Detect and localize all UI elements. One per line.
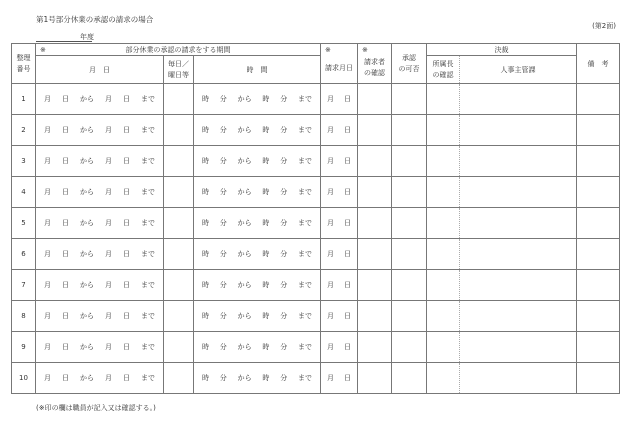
request-date-labels: 月 日 bbox=[327, 219, 351, 227]
approval-field[interactable] bbox=[392, 301, 427, 332]
date-range-field[interactable] bbox=[36, 84, 164, 115]
dept-head-confirm-field[interactable] bbox=[427, 177, 460, 208]
header-decision-group: 決裁 bbox=[427, 44, 577, 56]
time-range-labels: 時 分 から 時 分 まで bbox=[202, 157, 312, 165]
header-number: 整理 番号 bbox=[12, 44, 36, 84]
request-date-field[interactable] bbox=[321, 332, 358, 363]
weekday-field[interactable] bbox=[164, 239, 194, 270]
request-date-labels: 月 日 bbox=[327, 374, 351, 382]
table-row bbox=[12, 332, 620, 363]
date-range-labels: 月 日 から 月 日 まで bbox=[44, 281, 155, 289]
table-row bbox=[12, 270, 620, 301]
approval-field[interactable] bbox=[392, 332, 427, 363]
requester-confirm-field[interactable] bbox=[358, 301, 392, 332]
hr-dept-field[interactable] bbox=[460, 208, 577, 239]
time-range-field[interactable] bbox=[194, 84, 321, 115]
table-row bbox=[12, 177, 620, 208]
dept-head-confirm-field[interactable] bbox=[427, 332, 460, 363]
header-period-group: ※ 部分休業の承認の請求をする期間 bbox=[36, 44, 321, 56]
time-range-labels: 時 分 から 時 分 まで bbox=[202, 374, 312, 382]
approval-field[interactable] bbox=[392, 84, 427, 115]
approval-field[interactable] bbox=[392, 115, 427, 146]
row-number: 10 bbox=[12, 363, 36, 394]
requester-confirm-field[interactable] bbox=[358, 208, 392, 239]
approval-field[interactable] bbox=[392, 270, 427, 301]
date-range-labels: 月 日 から 月 日 まで bbox=[44, 126, 155, 134]
header-request-date: ※ 請求月日 bbox=[321, 44, 358, 84]
request-date-field[interactable] bbox=[321, 177, 358, 208]
dept-head-confirm-field[interactable] bbox=[427, 363, 460, 394]
remarks-field[interactable] bbox=[577, 363, 620, 394]
hr-dept-field[interactable] bbox=[460, 84, 577, 115]
header-hr-dept: 人事主管課 bbox=[460, 56, 577, 84]
request-date-labels: 月 日 bbox=[327, 281, 351, 289]
request-date-field[interactable] bbox=[321, 363, 358, 394]
row-number: 2 bbox=[12, 115, 36, 146]
request-date-labels: 月 日 bbox=[327, 126, 351, 134]
table-row bbox=[12, 239, 620, 270]
row-number: 1 bbox=[12, 84, 36, 115]
time-range-field[interactable] bbox=[194, 177, 321, 208]
remarks-field[interactable] bbox=[577, 332, 620, 363]
header-weekday: 毎日／ 曜日等 bbox=[164, 56, 194, 84]
request-date-labels: 月 日 bbox=[327, 312, 351, 320]
time-range-labels: 時 分 から 時 分 まで bbox=[202, 312, 312, 320]
header-dept-head: 所属長 の確認 bbox=[427, 56, 460, 84]
date-range-labels: 月 日 から 月 日 まで bbox=[44, 312, 155, 320]
remarks-field[interactable] bbox=[577, 146, 620, 177]
weekday-field[interactable] bbox=[164, 84, 194, 115]
time-range-field[interactable] bbox=[194, 208, 321, 239]
time-range-labels: 時 分 から 時 分 まで bbox=[202, 126, 312, 134]
partial-leave-request-table bbox=[11, 43, 620, 394]
requester-confirm-field[interactable] bbox=[358, 363, 392, 394]
request-date-field[interactable] bbox=[321, 84, 358, 115]
time-range-field[interactable] bbox=[194, 332, 321, 363]
dept-head-confirm-field[interactable] bbox=[427, 115, 460, 146]
request-date-labels: 月 日 bbox=[327, 157, 351, 165]
request-date-field[interactable] bbox=[321, 208, 358, 239]
staff-mark: ※ bbox=[40, 46, 46, 54]
remarks-field[interactable] bbox=[577, 270, 620, 301]
date-range-field[interactable] bbox=[36, 363, 164, 394]
fiscal-year-field[interactable] bbox=[36, 32, 92, 42]
table-row bbox=[12, 146, 620, 177]
remarks-field[interactable] bbox=[577, 239, 620, 270]
time-range-field[interactable] bbox=[194, 239, 321, 270]
row-number: 8 bbox=[12, 301, 36, 332]
requester-confirm-field[interactable] bbox=[358, 177, 392, 208]
requester-confirm-field[interactable] bbox=[358, 84, 392, 115]
request-date-field[interactable] bbox=[321, 146, 358, 177]
hr-dept-field[interactable] bbox=[460, 177, 577, 208]
date-range-labels: 月 日 から 月 日 まで bbox=[44, 374, 155, 382]
weekday-field[interactable] bbox=[164, 270, 194, 301]
date-range-field[interactable] bbox=[36, 239, 164, 270]
dept-head-confirm-field[interactable] bbox=[427, 84, 460, 115]
requester-confirm-field[interactable] bbox=[358, 115, 392, 146]
request-date-field[interactable] bbox=[321, 115, 358, 146]
request-date-labels: 月 日 bbox=[327, 95, 351, 103]
time-range-field[interactable] bbox=[194, 363, 321, 394]
time-range-labels: 時 分 から 時 分 まで bbox=[202, 250, 312, 258]
request-date-labels: 月 日 bbox=[327, 188, 351, 196]
remarks-field[interactable] bbox=[577, 115, 620, 146]
hr-dept-field[interactable] bbox=[460, 301, 577, 332]
row-number: 5 bbox=[12, 208, 36, 239]
hr-dept-field[interactable] bbox=[460, 270, 577, 301]
header-approval: 承認 の可否 bbox=[392, 44, 427, 84]
row-number: 7 bbox=[12, 270, 36, 301]
weekday-field[interactable] bbox=[164, 146, 194, 177]
date-range-field[interactable] bbox=[36, 301, 164, 332]
table-row bbox=[12, 115, 620, 146]
time-range-labels: 時 分 から 時 分 まで bbox=[202, 188, 312, 196]
time-range-field[interactable] bbox=[194, 270, 321, 301]
request-date-field[interactable] bbox=[321, 239, 358, 270]
approval-field[interactable] bbox=[392, 208, 427, 239]
dept-head-confirm-field[interactable] bbox=[427, 146, 460, 177]
approval-field[interactable] bbox=[392, 363, 427, 394]
date-range-labels: 月 日 から 月 日 まで bbox=[44, 250, 155, 258]
date-range-labels: 月 日 から 月 日 まで bbox=[44, 219, 155, 227]
time-range-labels: 時 分 から 時 分 まで bbox=[202, 343, 312, 351]
header-time: 時 間 bbox=[194, 56, 321, 84]
date-range-labels: 月 日 から 月 日 まで bbox=[44, 188, 155, 196]
form-title: 第1号部分休業の承認の請求の場合 bbox=[36, 15, 154, 24]
date-range-field[interactable] bbox=[36, 146, 164, 177]
time-range-labels: 時 分 から 時 分 まで bbox=[202, 219, 312, 227]
remarks-field[interactable] bbox=[577, 301, 620, 332]
date-range-field[interactable] bbox=[36, 177, 164, 208]
requester-confirm-field[interactable] bbox=[358, 239, 392, 270]
table-row bbox=[12, 363, 620, 394]
dept-head-confirm-field[interactable] bbox=[427, 239, 460, 270]
hr-dept-field[interactable] bbox=[460, 146, 577, 177]
header-requester-confirm: ※ 請求者 の確認 bbox=[358, 44, 392, 84]
time-range-field[interactable] bbox=[194, 146, 321, 177]
hr-dept-field[interactable] bbox=[460, 115, 577, 146]
remarks-field[interactable] bbox=[577, 177, 620, 208]
date-range-field[interactable] bbox=[36, 270, 164, 301]
weekday-field[interactable] bbox=[164, 177, 194, 208]
year-suffix-label: 年度 bbox=[80, 33, 94, 41]
requester-confirm-field[interactable] bbox=[358, 332, 392, 363]
date-range-field[interactable] bbox=[36, 332, 164, 363]
hr-dept-field[interactable] bbox=[460, 332, 577, 363]
date-range-labels: 月 日 から 月 日 まで bbox=[44, 343, 155, 351]
table-row bbox=[12, 301, 620, 332]
request-date-field[interactable] bbox=[321, 270, 358, 301]
request-date-labels: 月 日 bbox=[327, 250, 351, 258]
remarks-field[interactable] bbox=[577, 208, 620, 239]
time-range-field[interactable] bbox=[194, 115, 321, 146]
weekday-field[interactable] bbox=[164, 208, 194, 239]
header-date: 月 日 bbox=[36, 56, 164, 84]
weekday-field[interactable] bbox=[164, 115, 194, 146]
requester-confirm-field[interactable] bbox=[358, 270, 392, 301]
weekday-field[interactable] bbox=[164, 363, 194, 394]
row-number: 4 bbox=[12, 177, 36, 208]
table-row bbox=[12, 84, 620, 115]
approval-field[interactable] bbox=[392, 177, 427, 208]
time-range-field[interactable] bbox=[194, 301, 321, 332]
row-number: 9 bbox=[12, 332, 36, 363]
dept-head-confirm-field[interactable] bbox=[427, 301, 460, 332]
row-number: 6 bbox=[12, 239, 36, 270]
date-range-labels: 月 日 から 月 日 まで bbox=[44, 95, 155, 103]
approval-field[interactable] bbox=[392, 239, 427, 270]
approval-field[interactable] bbox=[392, 146, 427, 177]
time-range-labels: 時 分 から 時 分 まで bbox=[202, 281, 312, 289]
header-remarks: 備 考 bbox=[577, 44, 620, 84]
table-row bbox=[12, 208, 620, 239]
date-range-field[interactable] bbox=[36, 208, 164, 239]
request-date-field[interactable] bbox=[321, 301, 358, 332]
hr-dept-field[interactable] bbox=[460, 363, 577, 394]
request-date-labels: 月 日 bbox=[327, 343, 351, 351]
date-range-labels: 月 日 から 月 日 まで bbox=[44, 157, 155, 165]
dept-head-confirm-field[interactable] bbox=[427, 208, 460, 239]
time-range-labels: 時 分 から 時 分 まで bbox=[202, 95, 312, 103]
page-label: (第2面) bbox=[592, 22, 616, 30]
row-number: 3 bbox=[12, 146, 36, 177]
weekday-field[interactable] bbox=[164, 301, 194, 332]
footer-note: (※印の欄は職員が記入又は確認する。) bbox=[36, 404, 156, 412]
remarks-field[interactable] bbox=[577, 84, 620, 115]
requester-confirm-field[interactable] bbox=[358, 146, 392, 177]
dept-head-confirm-field[interactable] bbox=[427, 270, 460, 301]
weekday-field[interactable] bbox=[164, 332, 194, 363]
hr-dept-field[interactable] bbox=[460, 239, 577, 270]
date-range-field[interactable] bbox=[36, 115, 164, 146]
